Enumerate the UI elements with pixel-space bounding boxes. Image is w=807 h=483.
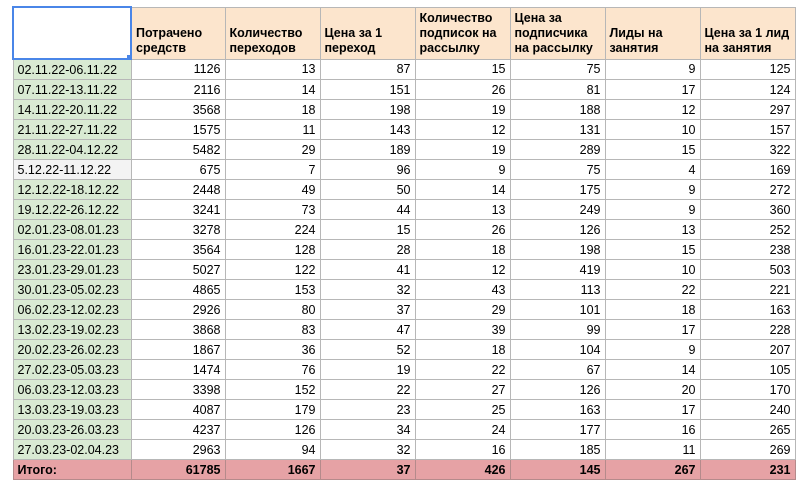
table-row — [13, 400, 795, 420]
cpl-cell[interactable]: 157 — [700, 120, 795, 140]
leads-cell[interactable]: 20 — [605, 380, 700, 400]
period-cell[interactable]: 20.03.23-26.03.23 — [13, 420, 131, 440]
total-leads[interactable]: 267 — [605, 460, 700, 480]
table-row — [13, 380, 795, 400]
cpc-cell[interactable]: 19 — [320, 360, 415, 380]
cpc-cell[interactable]: 41 — [320, 260, 415, 280]
cpl-cell[interactable]: 252 — [700, 220, 795, 240]
spent-cell[interactable]: 2116 — [131, 80, 225, 100]
cpl-cell[interactable]: 169 — [700, 160, 795, 180]
clicks-cell[interactable]: 94 — [225, 440, 320, 460]
cps-cell[interactable]: 126 — [510, 220, 605, 240]
cpl-cell[interactable]: 265 — [700, 420, 795, 440]
table-row — [13, 240, 795, 260]
leads-cell[interactable]: 16 — [605, 420, 700, 440]
header-spent[interactable]: Потрачено средств — [131, 7, 225, 59]
subs-cell[interactable]: 16 — [415, 440, 510, 460]
leads-cell[interactable]: 15 — [605, 240, 700, 260]
spent-cell[interactable]: 3241 — [131, 200, 225, 220]
fill-handle[interactable] — [126, 54, 131, 59]
table-row — [13, 160, 795, 180]
subs-cell[interactable]: 12 — [415, 260, 510, 280]
clicks-cell[interactable]: 49 — [225, 180, 320, 200]
subs-cell[interactable]: 14 — [415, 180, 510, 200]
cpc-cell[interactable]: 143 — [320, 120, 415, 140]
subs-cell[interactable]: 19 — [415, 100, 510, 120]
leads-cell[interactable]: 17 — [605, 320, 700, 340]
header-cpc[interactable]: Цена за 1 переход — [320, 7, 415, 59]
clicks-cell[interactable]: 80 — [225, 300, 320, 320]
table-row — [13, 260, 795, 280]
table-row — [13, 320, 795, 340]
spent-cell[interactable]: 1126 — [131, 59, 225, 80]
cps-cell[interactable]: 188 — [510, 100, 605, 120]
clicks-cell[interactable]: 7 — [225, 160, 320, 180]
period-cell[interactable]: 30.01.23-05.02.23 — [13, 280, 131, 300]
total-clicks[interactable]: 1667 — [225, 460, 320, 480]
cps-cell[interactable]: 81 — [510, 80, 605, 100]
clicks-cell[interactable]: 13 — [225, 59, 320, 80]
cpl-cell[interactable]: 221 — [700, 280, 795, 300]
leads-cell[interactable]: 15 — [605, 140, 700, 160]
cpl-cell[interactable]: 105 — [700, 360, 795, 380]
cpl-cell[interactable]: 503 — [700, 260, 795, 280]
cps-cell[interactable]: 198 — [510, 240, 605, 260]
cpl-cell[interactable]: 272 — [700, 180, 795, 200]
cps-cell[interactable]: 126 — [510, 380, 605, 400]
cpc-cell[interactable]: 151 — [320, 80, 415, 100]
period-cell[interactable]: 27.03.23-02.04.23 — [13, 440, 131, 460]
period-cell[interactable]: 5.12.22-11.12.22 — [13, 160, 131, 180]
cps-cell[interactable]: 101 — [510, 300, 605, 320]
clicks-cell[interactable]: 83 — [225, 320, 320, 340]
cpl-cell[interactable]: 240 — [700, 400, 795, 420]
spent-cell[interactable]: 2448 — [131, 180, 225, 200]
total-spent[interactable]: 61785 — [131, 460, 225, 480]
leads-cell[interactable]: 4 — [605, 160, 700, 180]
spent-cell[interactable]: 3564 — [131, 240, 225, 260]
cpl-cell[interactable]: 207 — [700, 340, 795, 360]
clicks-cell[interactable]: 122 — [225, 260, 320, 280]
header-row — [13, 7, 795, 59]
header-clicks[interactable]: Количество переходов — [225, 7, 320, 59]
header-leads[interactable]: Лиды на занятия — [605, 7, 700, 59]
leads-cell[interactable]: 9 — [605, 200, 700, 220]
table-row — [13, 200, 795, 220]
clicks-cell[interactable]: 224 — [225, 220, 320, 240]
clicks-cell[interactable]: 73 — [225, 200, 320, 220]
clicks-cell[interactable]: 128 — [225, 240, 320, 260]
cpc-cell[interactable]: 198 — [320, 100, 415, 120]
clicks-cell[interactable]: 36 — [225, 340, 320, 360]
spent-cell[interactable]: 4087 — [131, 400, 225, 420]
period-cell[interactable]: 14.11.22-20.11.22 — [13, 100, 131, 120]
cpl-cell[interactable]: 228 — [700, 320, 795, 340]
spent-cell[interactable]: 1867 — [131, 340, 225, 360]
cps-cell[interactable]: 75 — [510, 59, 605, 80]
cps-cell[interactable]: 249 — [510, 200, 605, 220]
spent-cell[interactable]: 4237 — [131, 420, 225, 440]
leads-cell[interactable]: 22 — [605, 280, 700, 300]
cpc-cell[interactable]: 87 — [320, 59, 415, 80]
spent-cell[interactable]: 3868 — [131, 320, 225, 340]
cpl-cell[interactable]: 124 — [700, 80, 795, 100]
cpl-cell[interactable]: 125 — [700, 59, 795, 80]
cps-cell[interactable]: 419 — [510, 260, 605, 280]
table-row — [13, 220, 795, 240]
cpc-cell[interactable]: 189 — [320, 140, 415, 160]
cps-cell[interactable]: 177 — [510, 420, 605, 440]
subs-cell[interactable]: 18 — [415, 340, 510, 360]
spent-cell[interactable]: 3278 — [131, 220, 225, 240]
cpl-cell[interactable]: 269 — [700, 440, 795, 460]
cpc-cell[interactable]: 52 — [320, 340, 415, 360]
cps-cell[interactable]: 175 — [510, 180, 605, 200]
cpc-cell[interactable]: 28 — [320, 240, 415, 260]
subs-cell[interactable]: 22 — [415, 360, 510, 380]
cps-cell[interactable]: 67 — [510, 360, 605, 380]
leads-cell[interactable]: 18 — [605, 300, 700, 320]
subs-cell[interactable]: 43 — [415, 280, 510, 300]
leads-cell[interactable]: 17 — [605, 80, 700, 100]
clicks-cell[interactable]: 179 — [225, 400, 320, 420]
subs-cell[interactable]: 19 — [415, 140, 510, 160]
cpc-cell[interactable]: 23 — [320, 400, 415, 420]
subs-cell[interactable]: 15 — [415, 59, 510, 80]
subs-cell[interactable]: 9 — [415, 160, 510, 180]
period-cell[interactable]: 19.12.22-26.12.22 — [13, 200, 131, 220]
period-cell[interactable]: 06.02.23-12.02.23 — [13, 300, 131, 320]
leads-cell[interactable]: 12 — [605, 100, 700, 120]
cpl-cell[interactable]: 297 — [700, 100, 795, 120]
cpc-cell[interactable]: 47 — [320, 320, 415, 340]
subs-cell[interactable]: 27 — [415, 380, 510, 400]
period-cell[interactable]: 06.03.23-12.03.23 — [13, 380, 131, 400]
selected-cell[interactable] — [13, 7, 131, 59]
leads-cell[interactable]: 10 — [605, 120, 700, 140]
cps-cell[interactable]: 163 — [510, 400, 605, 420]
clicks-cell[interactable]: 152 — [225, 380, 320, 400]
spent-cell[interactable]: 4865 — [131, 280, 225, 300]
leads-cell[interactable]: 14 — [605, 360, 700, 380]
table-row — [13, 59, 795, 80]
header-cpl[interactable]: Цена за 1 лид на занятия — [700, 7, 795, 59]
clicks-cell[interactable]: 18 — [225, 100, 320, 120]
cps-cell[interactable]: 131 — [510, 120, 605, 140]
cpc-cell[interactable]: 22 — [320, 380, 415, 400]
cps-cell[interactable]: 113 — [510, 280, 605, 300]
cpc-cell[interactable]: 96 — [320, 160, 415, 180]
table-row — [13, 100, 795, 120]
total-row — [13, 460, 795, 480]
period-cell[interactable]: 27.02.23-05.03.23 — [13, 360, 131, 380]
cpl-cell[interactable]: 170 — [700, 380, 795, 400]
cpl-cell[interactable]: 238 — [700, 240, 795, 260]
table-row — [13, 280, 795, 300]
subs-cell[interactable]: 24 — [415, 420, 510, 440]
spent-cell[interactable]: 3398 — [131, 380, 225, 400]
cpc-cell[interactable]: 44 — [320, 200, 415, 220]
leads-cell[interactable]: 9 — [605, 340, 700, 360]
period-cell[interactable]: 02.01.23-08.01.23 — [13, 220, 131, 240]
table-row — [13, 140, 795, 160]
period-cell[interactable]: 20.02.23-26.02.23 — [13, 340, 131, 360]
spent-cell[interactable]: 675 — [131, 160, 225, 180]
spent-cell[interactable]: 1575 — [131, 120, 225, 140]
clicks-cell[interactable]: 11 — [225, 120, 320, 140]
cps-cell[interactable]: 185 — [510, 440, 605, 460]
leads-cell[interactable]: 13 — [605, 220, 700, 240]
clicks-cell[interactable]: 76 — [225, 360, 320, 380]
table-row — [13, 300, 795, 320]
subs-cell[interactable]: 26 — [415, 220, 510, 240]
table-row — [13, 360, 795, 380]
table-row — [13, 180, 795, 200]
period-cell[interactable]: 07.11.22-13.11.22 — [13, 80, 131, 100]
spent-cell[interactable]: 3568 — [131, 100, 225, 120]
leads-cell[interactable]: 17 — [605, 400, 700, 420]
clicks-cell[interactable]: 14 — [225, 80, 320, 100]
cpc-cell[interactable]: 32 — [320, 280, 415, 300]
table-row — [13, 420, 795, 440]
subs-cell[interactable]: 29 — [415, 300, 510, 320]
total-label[interactable]: Итого: — [13, 460, 131, 480]
period-cell[interactable]: 28.11.22-04.12.22 — [13, 140, 131, 160]
subs-cell[interactable]: 26 — [415, 80, 510, 100]
subs-cell[interactable]: 18 — [415, 240, 510, 260]
cpc-cell[interactable]: 34 — [320, 420, 415, 440]
cpc-cell[interactable]: 15 — [320, 220, 415, 240]
spreadsheet-table — [12, 6, 796, 480]
cpc-cell[interactable]: 32 — [320, 440, 415, 460]
spent-cell[interactable]: 2926 — [131, 300, 225, 320]
cpl-cell[interactable]: 360 — [700, 200, 795, 220]
subs-cell[interactable]: 39 — [415, 320, 510, 340]
cps-cell[interactable]: 289 — [510, 140, 605, 160]
table-row — [13, 440, 795, 460]
clicks-cell[interactable]: 29 — [225, 140, 320, 160]
spent-cell[interactable]: 2963 — [131, 440, 225, 460]
subs-cell[interactable]: 12 — [415, 120, 510, 140]
period-cell[interactable]: 12.12.22-18.12.22 — [13, 180, 131, 200]
period-cell[interactable]: 13.02.23-19.02.23 — [13, 320, 131, 340]
cpl-cell[interactable]: 322 — [700, 140, 795, 160]
header-cps[interactable]: Цена за подписчика на рассылку — [510, 7, 605, 59]
table-row — [13, 340, 795, 360]
cps-cell[interactable]: 75 — [510, 160, 605, 180]
cps-cell[interactable]: 104 — [510, 340, 605, 360]
cpc-cell[interactable]: 37 — [320, 300, 415, 320]
subs-cell[interactable]: 25 — [415, 400, 510, 420]
period-cell[interactable]: 23.01.23-29.01.23 — [13, 260, 131, 280]
cps-cell[interactable]: 99 — [510, 320, 605, 340]
subs-cell[interactable]: 13 — [415, 200, 510, 220]
total-cpc[interactable]: 37 — [320, 460, 415, 480]
spent-cell[interactable]: 5482 — [131, 140, 225, 160]
total-subs[interactable]: 426 — [415, 460, 510, 480]
period-cell[interactable]: 02.11.22-06.11.22 — [13, 59, 131, 80]
spent-cell[interactable]: 1474 — [131, 360, 225, 380]
period-cell[interactable]: 16.01.23-22.01.23 — [13, 240, 131, 260]
clicks-cell[interactable]: 126 — [225, 420, 320, 440]
period-cell[interactable]: 13.03.23-19.03.23 — [13, 400, 131, 420]
table-row — [13, 80, 795, 100]
leads-cell[interactable]: 10 — [605, 260, 700, 280]
cpc-cell[interactable]: 50 — [320, 180, 415, 200]
total-cps[interactable]: 145 — [510, 460, 605, 480]
table-row — [13, 120, 795, 140]
period-cell[interactable]: 21.11.22-27.11.22 — [13, 120, 131, 140]
leads-cell[interactable]: 9 — [605, 180, 700, 200]
spent-cell[interactable]: 5027 — [131, 260, 225, 280]
clicks-cell[interactable]: 153 — [225, 280, 320, 300]
cpl-cell[interactable]: 163 — [700, 300, 795, 320]
header-subs[interactable]: Количество подписок на рассылку — [415, 7, 510, 59]
leads-cell[interactable]: 11 — [605, 440, 700, 460]
leads-cell[interactable]: 9 — [605, 59, 700, 80]
total-cpl[interactable]: 231 — [700, 460, 795, 480]
